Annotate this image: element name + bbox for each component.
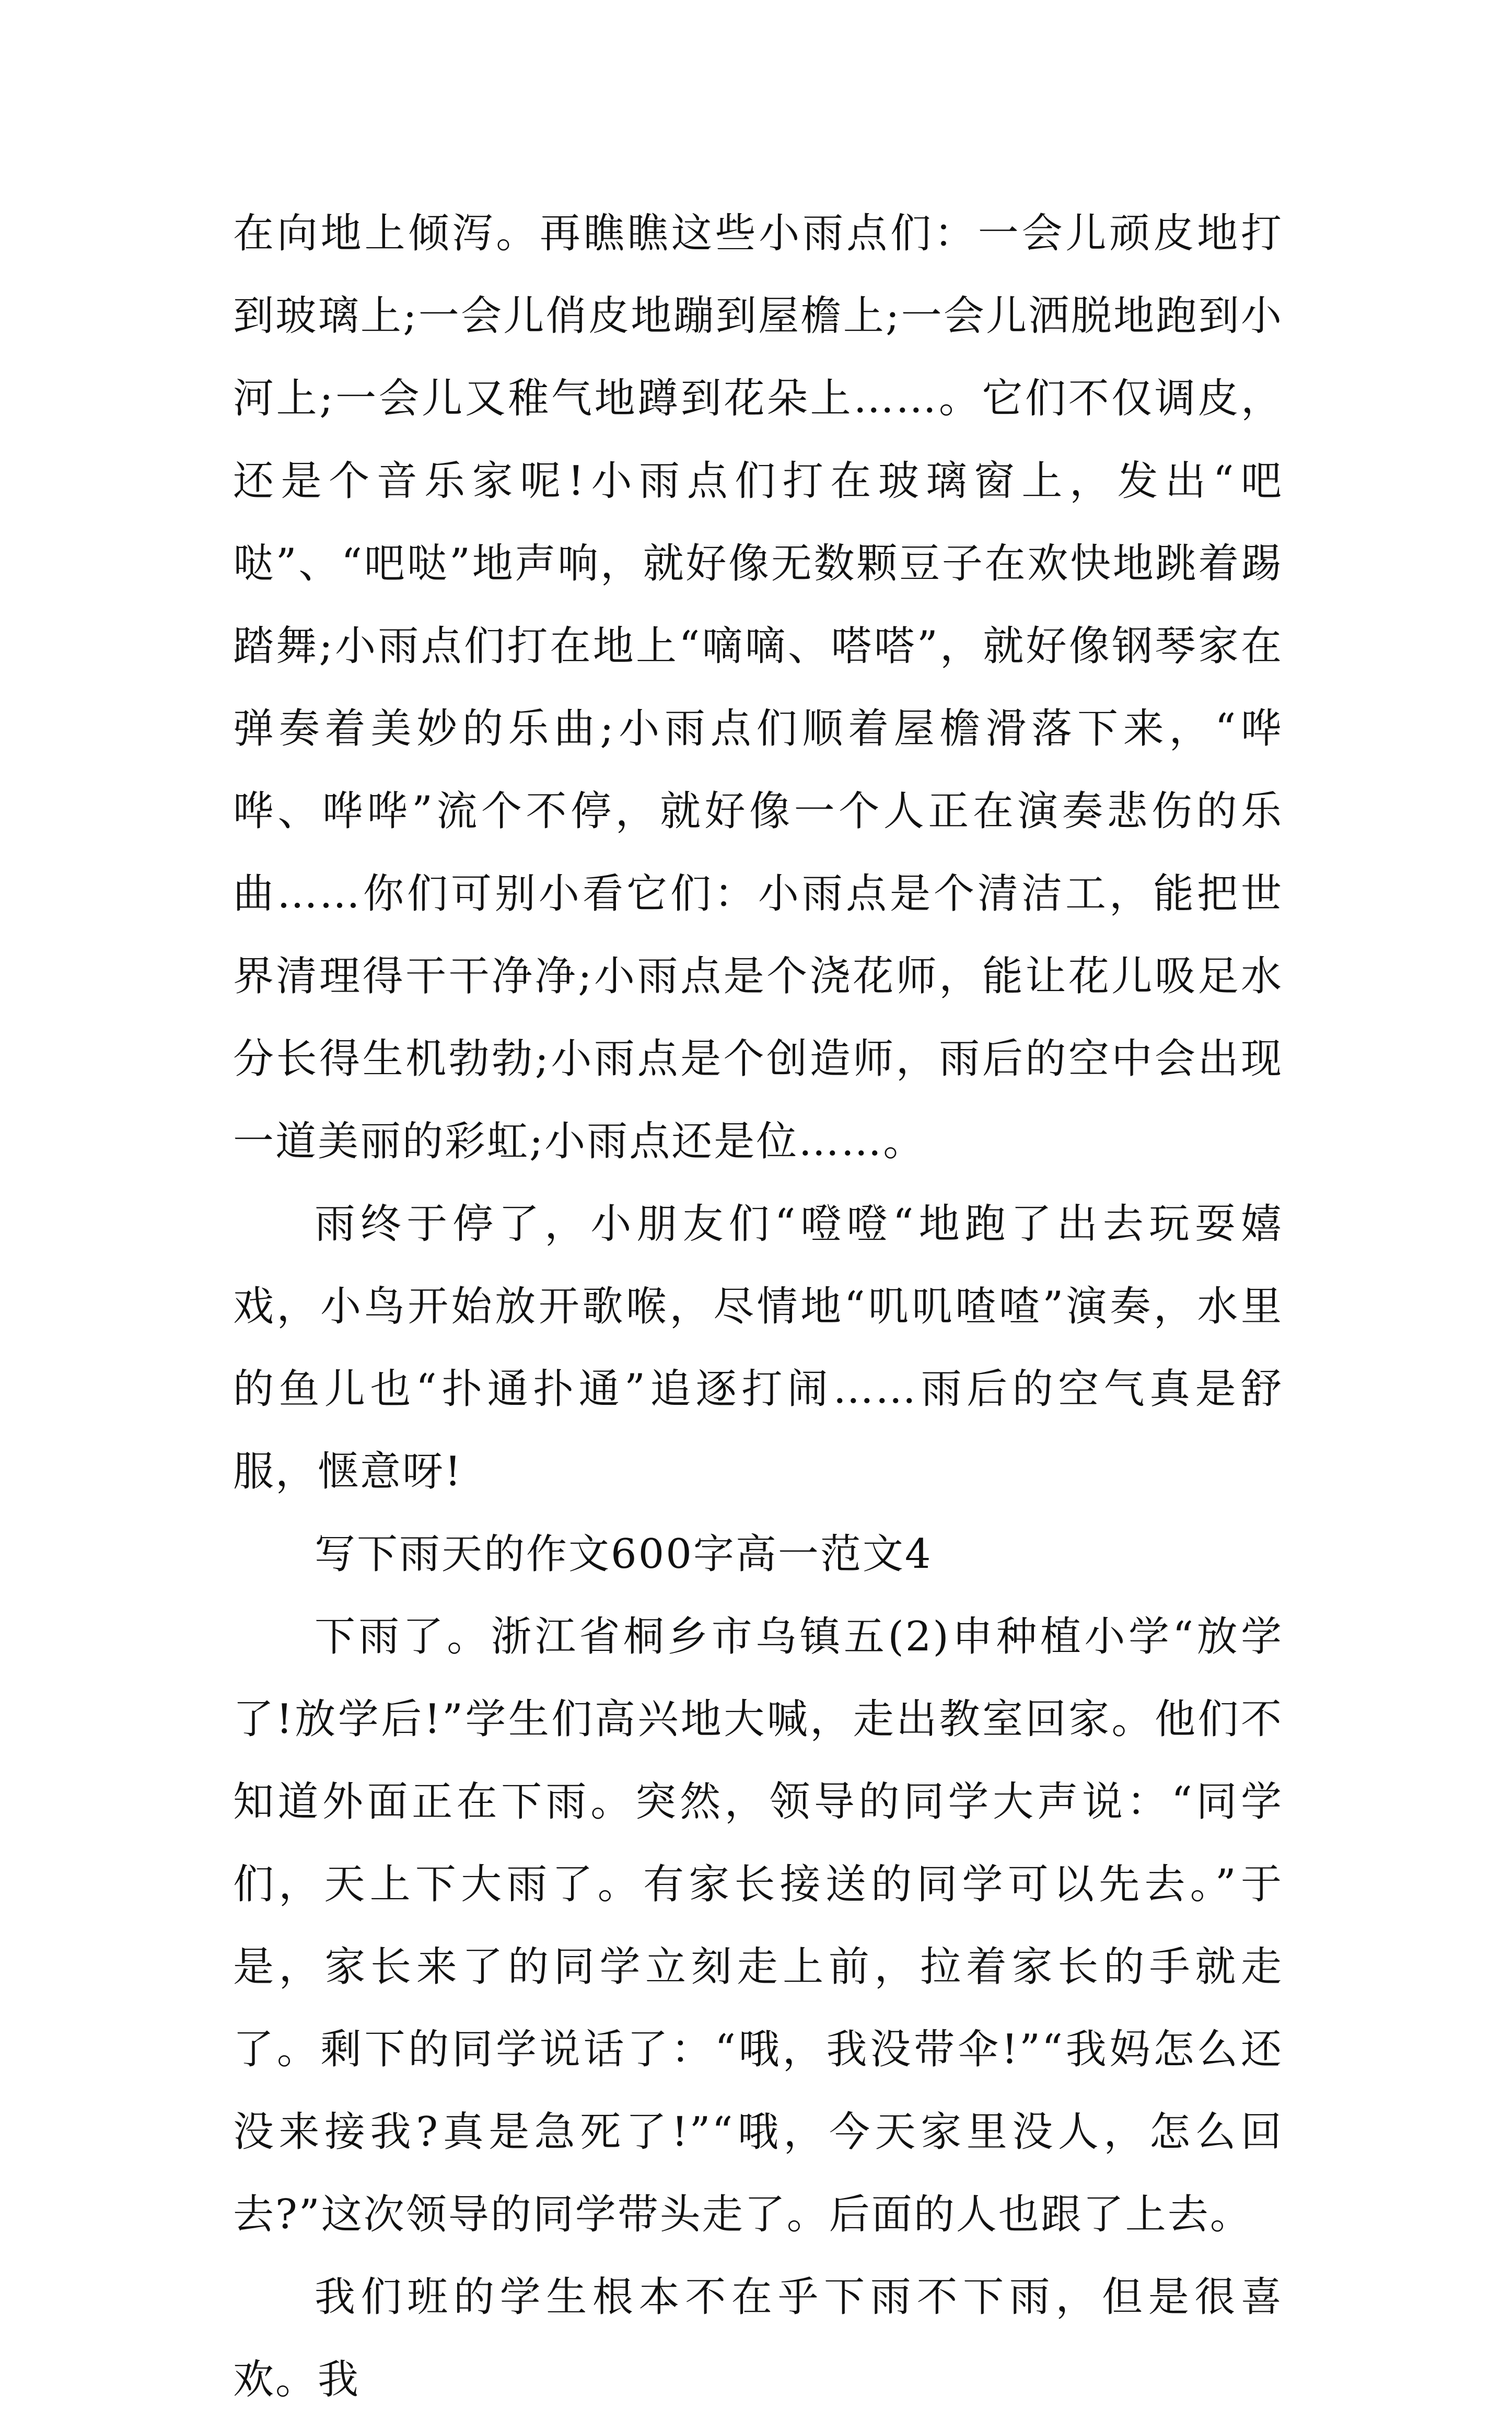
paragraph-rain-description: 在向地上倾泻。再瞧瞧这些小雨点们：一会儿顽皮地打到玻璃上;一会儿俏皮地蹦到屋檐上;一会儿洒脱地跑到小河上;一会儿又稚气地蹲到花朵上……。它们不仅调皮，还是个音乐家呢!小雨点们打在玻璃窗上，发出“吧哒”、“吧哒”地声响，就好像无数颗豆子在欢快地跳着踢踏舞;小雨点们打在地上“嘀嘀、嗒嗒”，就好像钢琴家在弹奏着美妙的乐曲;小雨点们顺着屋檐滑落下来，“哗哗、哗哗”流个不停，就好像一个人正在演奏悲伤的乐曲……你们可别小看它们：小雨点是个清洁工，能把世界清理得干干净净;小雨点是个浇花师，能让花儿吸足水分长得生机勃勃;小雨点是个创造师，雨后的空中会出现一道美丽的彩虹;小雨点还是位……。	[233, 210, 1283, 1165]
article-body	[233, 192, 1283, 2421]
paragraph-school-dismissal: 下雨了。浙江省桐乡市乌镇五(2)申种植小学“放学了!放学后!”学生们高兴地大喊，走出教室回家。他们不知道外面正在下雨。突然，领导的同学大声说：“同学们，天上下大雨了。有家长接送的同学可以先去。”于是，家长来了的同学立刻走上前，拉着家长的手就走了。剩下的同学说话了：“哦，我没带伞!”“我妈怎么还没来接我?真是急死了!”“哦，今天家里没人，怎么回去?”这次领导的同学带头走了。后面的人也跟了上去。	[233, 1613, 1283, 2238]
paragraph-class-students: 我们班的学生根本不在乎下雨不下雨，但是很喜欢。我	[233, 2274, 1283, 2403]
paragraph-after-rain: 雨终于停了，小朋友们“噔噔“地跑了出去玩耍嬉戏，小鸟开始放开歌喉，尽情地“叽叽喳喳”演奏，水里的鱼儿也“扑通扑通”追逐打闹……雨后的空气真是舒服，惬意呀!	[233, 1201, 1283, 1495]
essay-heading: 写下雨天的作文600字高一范文4	[315, 1531, 933, 1578]
